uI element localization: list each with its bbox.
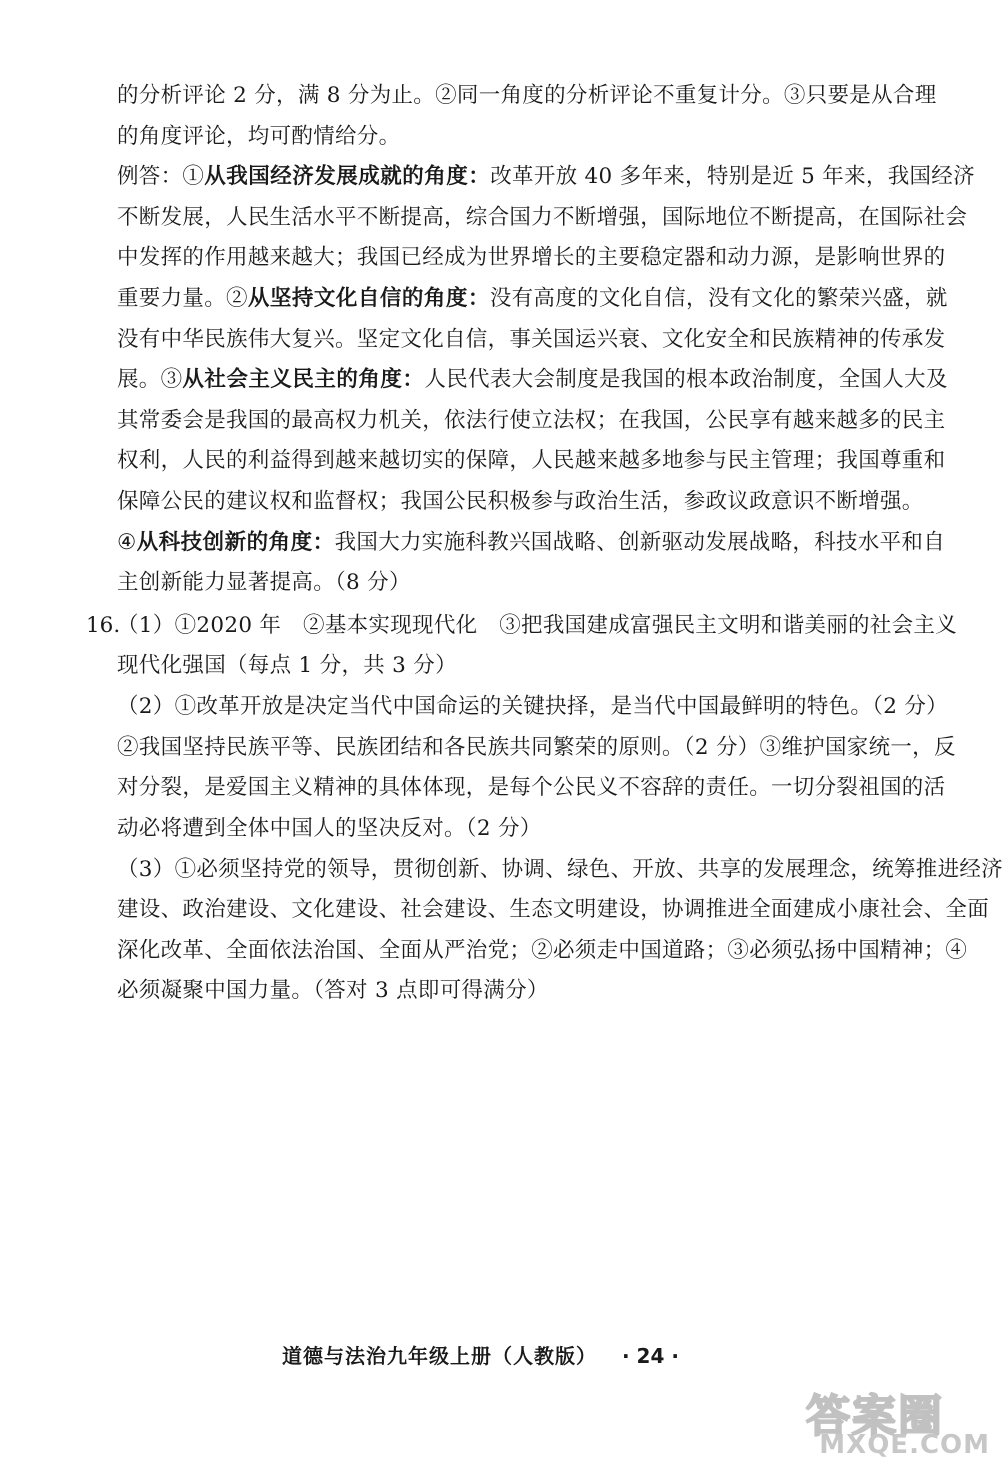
bold-heading-phrase: 从坚持文化自信的角度： [247, 286, 490, 311]
text-line [117, 611, 958, 641]
text-segment: 展。③ [117, 367, 183, 392]
text-line [117, 243, 946, 273]
text-segment: 没有中华民族伟大复兴。坚定文化自信，事关国运兴衰、文化安全和民族精神的传承发 [117, 327, 946, 352]
text-segment: 必须凝聚中国力量。（答对 3 点即可得满分） [117, 978, 549, 1003]
text-line [117, 365, 948, 395]
text-segment: 保障公民的建议权和监督权；我国公民积极参与政治生活，参政议政意识不断增强。 [117, 489, 924, 514]
text-line [117, 976, 907, 1006]
watermark-glyphs: 答案圈 [806, 1391, 944, 1442]
text-line [117, 733, 956, 763]
text-line [117, 487, 924, 517]
text-segment: 没有高度的文化自信，没有文化的繁荣兴盛，就 [489, 286, 948, 311]
text-line [117, 568, 907, 598]
text-segment: 人民代表大会制度是我国的根本政治制度，全国人大及 [424, 367, 948, 392]
text-segment: 权利，人民的利益得到越来越切实的保障，人民越来越多地参与民主管理；我国尊重和 [117, 448, 946, 473]
text-line [117, 284, 948, 314]
question-number: 16. [86, 613, 121, 638]
text-line [117, 814, 907, 844]
text-line [117, 692, 948, 722]
text-segment: 不断发展，人民生活水平不断提高，综合国力不断增强，国际地位不断提高，在国际社会 [117, 205, 968, 230]
text-segment: （1）①2020 年 ②基本实现现代化 ③把我国建成富强民主文明和谐美丽的社会主义 [117, 613, 958, 638]
text-line [117, 651, 907, 681]
text-line [117, 162, 975, 192]
text-segment: 主创新能力显著提高。（8 分） [117, 570, 411, 595]
text-segment: 其常委会是我国的最高权力机关，依法行使立法权；在我国，公民享有越来越多的民主 [117, 408, 946, 433]
text-segment: 中发挥的作用越来越大；我国已经成为世界增长的主要稳定器和动力源，是影响世界的 [117, 245, 946, 270]
text-segment: （2）①改革开放是决定当代中国命运的关键抉择，是当代中国最鲜明的特色。（2 分） [117, 694, 948, 719]
text-line [117, 81, 937, 111]
text-line [117, 325, 946, 355]
text-line [117, 203, 968, 233]
text-segment: 的角度评论，均可酌情给分。 [117, 124, 401, 149]
text-line [117, 446, 946, 476]
bold-heading-phrase: 从社会主义民主的角度： [182, 367, 425, 392]
text-line [117, 773, 946, 803]
text-segment: ②我国坚持民族平等、民族团结和各民族共同繁荣的原则。（2 分）③维护国家统一，反 [117, 735, 956, 760]
text-line [117, 406, 946, 436]
text-segment: 重要力量。② [117, 286, 248, 311]
text-line [117, 936, 968, 966]
watermark-url: MXQE.COM [819, 1430, 990, 1460]
text-segment: 现代化强国（每点 1 分，共 3 分） [117, 653, 457, 678]
site-watermark-logo [776, 1380, 994, 1462]
footer-page-number: · 24 · [622, 1344, 679, 1368]
footer-book-title: 道德与法治九年级上册（人教版） [282, 1344, 597, 1368]
bold-heading-phrase: 从科技创新的角度： [136, 530, 335, 555]
text-segment: 我国大力实施科教兴国战略、创新驱动发展战略，科技水平和自 [334, 530, 945, 555]
text-line [117, 895, 990, 925]
text-segment: 对分裂，是爱国主义精神的具体体现，是每个公民义不容辞的责任。一切分裂祖国的活 [117, 775, 946, 800]
text-line [117, 122, 907, 152]
text-segment: 例答：① [117, 164, 205, 189]
text-segment: ④ [117, 530, 137, 555]
text-segment: 的分析评论 2 分，满 8 分为止。②同一角度的分析评论不重复计分。③只要是从合理 [117, 83, 937, 108]
text-line [117, 855, 1003, 885]
text-segment: 深化改革、全面依法治国、全面从严治党；②必须走中国道路；③必须弘扬中国精神；④ [117, 938, 968, 963]
text-segment: 改革开放 40 多年来，特别是近 5 年来，我国经济 [490, 164, 975, 189]
text-segment: 建设、政治建设、文化建设、社会建设、生态文明建设，协调推进全面建成小康社会、全面 [117, 897, 990, 922]
text-line [117, 528, 945, 558]
text-segment: 动必将遭到全体中国人的坚决反对。（2 分） [117, 816, 542, 841]
text-segment: （3）①必须坚持党的领导，贯彻创新、协调、绿色、开放、共享的发展理念，统筹推进经济 [117, 857, 1003, 882]
bold-heading-phrase: 从我国经济发展成就的角度： [204, 164, 491, 189]
